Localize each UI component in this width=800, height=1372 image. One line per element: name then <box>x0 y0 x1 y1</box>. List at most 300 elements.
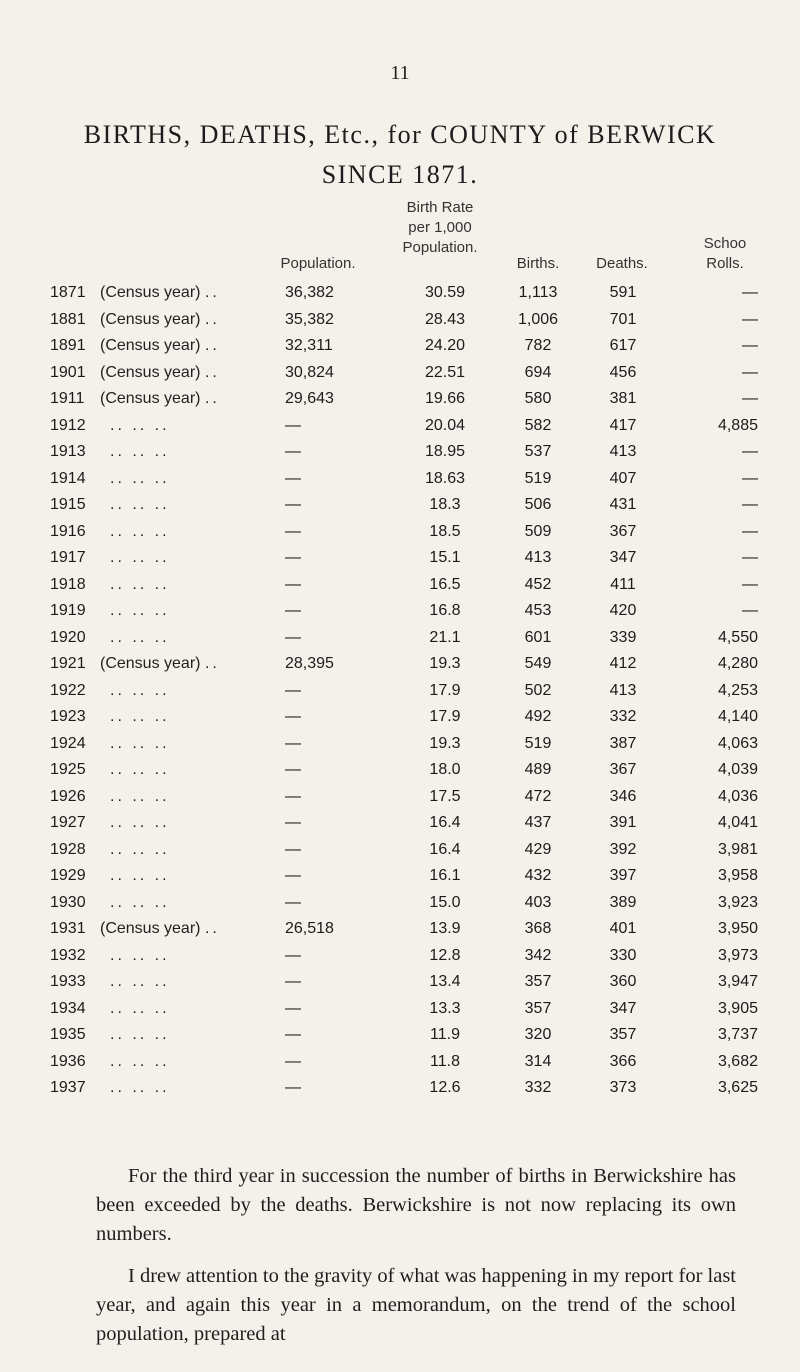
row-leader-dots: .. .. .. <box>110 496 170 513</box>
row-leader-dots: .. <box>204 920 220 937</box>
row-births: 519 <box>524 734 552 752</box>
row-label <box>110 1022 280 1049</box>
row-birth-rate: 18.95 <box>424 443 466 460</box>
row-label <box>110 969 280 996</box>
row-school-rolls: 3,981 <box>717 840 758 858</box>
row-school-rolls: — <box>742 310 758 328</box>
row-births: 453 <box>524 602 552 619</box>
row-leader-dots: .. .. .. <box>110 946 170 964</box>
table-row <box>50 1049 770 1076</box>
row-leader-dots: .. .. .. <box>110 602 170 619</box>
row-population: — <box>285 893 301 911</box>
row-school-rolls: 4,550 <box>717 628 758 646</box>
table-row <box>50 413 770 440</box>
row-birth-rate: 19.3 <box>429 655 461 672</box>
row-birth-rate: 17.9 <box>429 708 461 725</box>
row-population: — <box>285 628 301 646</box>
row-year: 1918 <box>50 575 86 593</box>
table-row <box>50 625 770 652</box>
table-row <box>50 810 770 837</box>
table-row <box>50 519 770 546</box>
row-deaths: 456 <box>609 363 637 381</box>
row-school-rolls: 3,905 <box>717 999 758 1017</box>
row-school-rolls: 4,039 <box>717 761 758 778</box>
row-births: 782 <box>524 337 552 354</box>
row-birth-rate: 16.4 <box>429 840 461 858</box>
row-label <box>110 810 280 837</box>
table-row <box>50 386 770 413</box>
row-year: 1930 <box>50 893 86 911</box>
row-deaths: 346 <box>609 787 637 805</box>
table-row <box>50 333 770 360</box>
row-label <box>110 598 280 625</box>
row-deaths: 381 <box>609 390 637 407</box>
row-census-label: (Census year) <box>100 390 201 407</box>
row-birth-rate: 16.5 <box>429 575 461 593</box>
row-deaths: 413 <box>609 681 637 699</box>
row-leader-dots: .. <box>204 337 220 354</box>
row-births: 432 <box>524 867 552 884</box>
row-births: 472 <box>524 787 552 805</box>
row-year: 1922 <box>50 681 86 699</box>
row-population: — <box>285 814 301 831</box>
row-year: 1923 <box>50 708 86 725</box>
row-deaths: 387 <box>609 734 637 752</box>
row-deaths: 420 <box>609 602 637 619</box>
row-births: 502 <box>524 681 552 699</box>
header-birth-rate-line1: Birth Rate <box>406 199 474 216</box>
table-row <box>50 439 770 466</box>
row-year: 1928 <box>50 840 86 858</box>
row-leader-dots: .. .. .. <box>110 549 170 566</box>
row-population: 35,382 <box>285 310 334 328</box>
row-birth-rate: 15.0 <box>429 893 461 911</box>
page-subtitle: SINCE 1871. <box>321 160 479 189</box>
row-deaths: 431 <box>609 496 637 513</box>
row-school-rolls: 4,041 <box>717 814 758 831</box>
header-school-line1: Schoo <box>703 235 747 252</box>
row-births: 332 <box>524 1079 552 1096</box>
table-row <box>50 784 770 811</box>
row-label <box>110 492 280 519</box>
table-header <box>50 198 770 280</box>
row-birth-rate: 18.63 <box>424 469 466 487</box>
row-label <box>110 784 280 811</box>
header-deaths: Deaths. <box>596 255 648 272</box>
row-year: 1929 <box>50 867 86 884</box>
row-leader-dots: .. .. .. <box>110 469 170 487</box>
row-school-rolls: — <box>742 575 758 593</box>
row-census-label: (Census year) <box>100 655 201 672</box>
row-year: 1932 <box>50 946 86 964</box>
table-row <box>50 492 770 519</box>
row-leader-dots: .. .. .. <box>110 867 170 884</box>
row-births: 549 <box>524 655 552 672</box>
row-school-rolls: — <box>742 443 758 460</box>
row-school-rolls: 3,682 <box>717 1052 758 1070</box>
row-census-label: (Census year) <box>100 284 201 301</box>
row-population: — <box>285 946 301 964</box>
row-label <box>110 678 280 705</box>
table-row <box>50 731 770 758</box>
row-births: 509 <box>524 522 552 540</box>
row-population: 29,643 <box>285 390 334 407</box>
row-school-rolls: — <box>742 390 758 407</box>
row-birth-rate: 18.0 <box>429 761 461 778</box>
row-births: 437 <box>524 814 552 831</box>
row-birth-rate: 24.20 <box>424 337 466 354</box>
row-label <box>110 996 280 1023</box>
row-year: 1881 <box>50 310 86 328</box>
page-title: BIRTHS, DEATHS, Etc., for COUNTY of BERWICK <box>83 120 717 149</box>
table-row <box>50 1022 770 1049</box>
table-row <box>50 916 770 943</box>
row-births: 580 <box>524 390 552 407</box>
row-population: — <box>285 867 301 884</box>
row-deaths: 360 <box>609 973 637 990</box>
row-school-rolls: — <box>742 363 758 381</box>
row-label <box>110 466 280 493</box>
table-row <box>50 466 770 493</box>
table-row <box>50 651 770 678</box>
row-births: 314 <box>524 1052 552 1070</box>
row-births: 342 <box>524 946 552 964</box>
row-label <box>110 704 280 731</box>
row-school-rolls: 3,973 <box>717 946 758 964</box>
table-row <box>50 307 770 334</box>
row-birth-rate: 13.4 <box>429 973 461 990</box>
row-birth-rate: 21.1 <box>429 628 461 646</box>
row-deaths: 367 <box>609 761 637 778</box>
row-birth-rate: 11.9 <box>430 1026 460 1043</box>
table-row <box>50 280 770 307</box>
row-births: 320 <box>524 1026 552 1043</box>
row-population: — <box>285 999 301 1017</box>
row-label <box>100 280 280 307</box>
row-birth-rate: 13.9 <box>429 920 461 937</box>
row-leader-dots: .. .. .. <box>110 787 170 805</box>
table-row <box>50 678 770 705</box>
row-deaths: 413 <box>609 443 637 460</box>
row-label <box>110 837 280 864</box>
row-population: — <box>285 681 301 699</box>
row-deaths: 391 <box>609 814 637 831</box>
header-birth-rate-line2: per 1,000 <box>408 219 472 236</box>
row-school-rolls: — <box>742 284 758 301</box>
row-label <box>100 307 280 334</box>
row-births: 413 <box>524 549 552 566</box>
row-year: 1911 <box>50 390 85 407</box>
row-leader-dots: .. <box>204 310 220 328</box>
row-school-rolls: — <box>742 469 758 487</box>
row-birth-rate: 18.5 <box>429 522 461 540</box>
row-deaths: 330 <box>609 946 637 964</box>
row-year: 1936 <box>50 1052 86 1070</box>
row-population: 32,311 <box>285 337 333 354</box>
row-births: 368 <box>524 920 552 937</box>
row-deaths: 339 <box>609 628 637 646</box>
row-year: 1927 <box>50 814 86 831</box>
row-school-rolls: 3,958 <box>717 867 758 884</box>
header-births: Births. <box>516 255 560 272</box>
row-year: 1937 <box>50 1079 86 1096</box>
row-year: 1915 <box>50 496 86 513</box>
row-label <box>100 386 280 413</box>
row-label <box>100 333 280 360</box>
row-school-rolls: — <box>742 496 758 513</box>
row-leader-dots: .. .. .. <box>110 522 170 540</box>
row-population: — <box>285 708 301 725</box>
row-leader-dots: .. .. .. <box>110 1026 170 1043</box>
row-deaths: 373 <box>609 1079 637 1096</box>
row-year: 1891 <box>50 337 86 354</box>
row-birth-rate: 30.59 <box>424 284 466 301</box>
table-row <box>50 943 770 970</box>
row-year: 1914 <box>50 469 86 487</box>
row-population: — <box>285 761 301 778</box>
page-number: 11 <box>390 62 410 84</box>
row-school-rolls: — <box>742 522 758 540</box>
row-deaths: 367 <box>609 522 637 540</box>
statistics-table <box>50 198 770 1102</box>
header-population: Population. <box>280 255 356 272</box>
row-population: — <box>285 973 301 990</box>
row-year: 1924 <box>50 734 86 752</box>
row-leader-dots: .. .. .. <box>110 973 170 990</box>
row-label <box>110 943 280 970</box>
row-label <box>110 1049 280 1076</box>
row-population: 30,824 <box>285 363 334 381</box>
row-leader-dots: .. .. .. <box>110 628 170 646</box>
row-birth-rate: 17.5 <box>429 787 461 805</box>
row-deaths: 412 <box>609 655 637 672</box>
row-label <box>110 1075 280 1102</box>
row-leader-dots: .. .. .. <box>110 416 170 434</box>
row-school-rolls: 3,947 <box>717 973 758 990</box>
row-year: 1920 <box>50 628 86 646</box>
table-row <box>50 863 770 890</box>
table-row <box>50 572 770 599</box>
paragraph-births-deaths: For the third year in succession the number of births in Berwickshire has been exceeded by the deaths. Berwickshire is not now replacing its own numbers. <box>96 1165 736 1245</box>
row-births: 357 <box>524 973 552 990</box>
row-birth-rate: 16.1 <box>429 867 461 884</box>
row-births: 582 <box>524 416 552 434</box>
row-label <box>110 757 280 784</box>
table-row <box>50 545 770 572</box>
row-year: 1901 <box>50 363 86 381</box>
header-birth-rate <box>375 198 505 258</box>
row-year: 1935 <box>50 1026 86 1043</box>
row-births: 492 <box>524 708 552 725</box>
row-population: — <box>285 575 301 593</box>
row-label <box>110 863 280 890</box>
row-population: — <box>285 522 301 540</box>
row-births: 489 <box>524 761 552 778</box>
row-leader-dots: .. .. .. <box>110 681 170 699</box>
row-deaths: 417 <box>609 416 637 434</box>
table-row <box>50 996 770 1023</box>
row-year: 1933 <box>50 973 86 990</box>
row-label <box>100 360 280 387</box>
row-birth-rate: 11.8 <box>430 1052 460 1070</box>
table-row <box>50 360 770 387</box>
row-school-rolls: 4,280 <box>717 655 758 672</box>
row-year: 1921 <box>50 655 86 672</box>
row-deaths: 347 <box>609 549 637 566</box>
row-population: — <box>285 1052 301 1070</box>
row-label <box>110 890 280 917</box>
row-population: 36,382 <box>285 284 334 301</box>
row-deaths: 366 <box>609 1052 637 1070</box>
row-population: — <box>285 787 301 805</box>
table-row <box>50 598 770 625</box>
row-population: 28,395 <box>285 655 334 672</box>
row-leader-dots: .. .. .. <box>110 1079 170 1096</box>
row-birth-rate: 16.8 <box>429 602 461 619</box>
row-leader-dots: .. .. .. <box>110 734 170 752</box>
row-deaths: 347 <box>609 999 637 1017</box>
table-row <box>50 1075 770 1102</box>
row-birth-rate: 13.3 <box>429 999 461 1017</box>
row-births: 537 <box>524 443 552 460</box>
row-deaths: 357 <box>609 1026 637 1043</box>
row-births: 506 <box>524 496 552 513</box>
row-leader-dots: .. <box>204 655 220 672</box>
row-leader-dots: .. <box>204 363 220 381</box>
row-label <box>110 439 280 466</box>
row-birth-rate: 28.43 <box>424 310 466 328</box>
row-leader-dots: .. .. .. <box>110 575 170 593</box>
row-census-label: (Census year) <box>100 363 201 381</box>
row-birth-rate: 17.9 <box>429 681 461 699</box>
row-label <box>110 731 280 758</box>
table-row <box>50 890 770 917</box>
row-leader-dots: .. .. .. <box>110 443 170 460</box>
row-year: 1913 <box>50 443 86 460</box>
row-deaths: 392 <box>609 840 637 858</box>
row-birth-rate: 19.66 <box>424 390 466 407</box>
row-school-rolls: — <box>742 549 758 566</box>
row-birth-rate: 15.1 <box>429 549 461 566</box>
row-school-rolls: 4,140 <box>717 708 758 725</box>
table-row <box>50 837 770 864</box>
row-label <box>100 916 280 943</box>
row-birth-rate: 16.4 <box>429 814 461 831</box>
row-school-rolls: 3,625 <box>717 1079 758 1096</box>
row-year: 1916 <box>50 522 86 540</box>
row-birth-rate: 18.3 <box>429 496 461 513</box>
row-year: 1934 <box>50 999 86 1017</box>
row-leader-dots: .. <box>204 284 220 301</box>
row-census-label: (Census year) <box>100 337 201 354</box>
row-school-rolls: 3,737 <box>717 1026 758 1043</box>
row-population: 26,518 <box>285 920 334 937</box>
table-row <box>50 969 770 996</box>
row-year: 1931 <box>50 920 86 937</box>
row-census-label: (Census year) <box>100 310 201 328</box>
row-school-rolls: 4,036 <box>717 787 758 805</box>
row-population: — <box>285 416 301 434</box>
row-school-rolls: 4,885 <box>717 416 758 434</box>
row-births: 519 <box>524 469 552 487</box>
row-population: — <box>285 734 301 752</box>
row-deaths: 407 <box>609 469 637 487</box>
row-population: — <box>285 602 301 619</box>
row-births: 1,113 <box>518 284 558 301</box>
row-deaths: 591 <box>609 284 637 301</box>
row-year: 1871 <box>50 284 86 301</box>
row-label <box>110 625 280 652</box>
row-label <box>100 651 280 678</box>
header-school-line2: Rolls. <box>706 255 744 272</box>
row-leader-dots: .. <box>204 390 220 407</box>
row-label <box>110 413 280 440</box>
row-year: 1925 <box>50 761 86 778</box>
row-birth-rate: 20.04 <box>424 416 466 434</box>
row-year: 1926 <box>50 787 86 805</box>
row-year: 1919 <box>50 602 86 619</box>
row-births: 403 <box>524 893 552 911</box>
row-births: 694 <box>524 363 552 381</box>
table-row <box>50 757 770 784</box>
header-birth-rate-line3: Population. <box>402 239 478 256</box>
row-population: — <box>285 549 301 566</box>
row-birth-rate: 12.8 <box>429 946 461 964</box>
row-population: — <box>285 840 301 858</box>
row-deaths: 701 <box>609 310 637 328</box>
row-deaths: 389 <box>609 893 637 911</box>
row-leader-dots: .. .. .. <box>110 840 170 858</box>
table-row <box>50 704 770 731</box>
row-deaths: 411 <box>610 575 636 593</box>
row-population: — <box>285 1026 301 1043</box>
row-leader-dots: .. .. .. <box>110 814 170 831</box>
row-population: — <box>285 496 301 513</box>
row-year: 1917 <box>50 549 86 566</box>
row-leader-dots: .. .. .. <box>110 999 170 1017</box>
row-births: 452 <box>524 575 552 593</box>
row-leader-dots: .. .. .. <box>110 761 170 778</box>
row-label <box>110 545 280 572</box>
row-school-rolls: 3,950 <box>717 920 758 937</box>
row-label <box>110 572 280 599</box>
row-births: 429 <box>524 840 552 858</box>
row-leader-dots: .. .. .. <box>110 1052 170 1070</box>
row-school-rolls: — <box>742 337 758 354</box>
row-leader-dots: .. .. .. <box>110 893 170 911</box>
row-deaths: 617 <box>609 337 637 354</box>
row-school-rolls: 3,923 <box>717 893 758 911</box>
row-year: 1912 <box>50 416 86 434</box>
row-population: — <box>285 1079 301 1096</box>
row-birth-rate: 12.6 <box>429 1079 461 1096</box>
row-deaths: 332 <box>609 708 637 725</box>
row-leader-dots: .. .. .. <box>110 708 170 725</box>
row-school-rolls: 4,253 <box>717 681 758 699</box>
row-births: 1,006 <box>517 310 559 328</box>
row-birth-rate: 19.3 <box>429 734 461 752</box>
row-births: 357 <box>524 999 552 1017</box>
row-school-rolls: — <box>742 602 758 619</box>
row-census-label: (Census year) <box>100 920 201 937</box>
row-school-rolls: 4,063 <box>717 734 758 752</box>
table-body <box>50 280 770 1102</box>
row-label <box>110 519 280 546</box>
row-births: 601 <box>524 628 552 646</box>
row-population: — <box>285 443 301 460</box>
row-population: — <box>285 469 301 487</box>
row-deaths: 397 <box>609 867 637 884</box>
